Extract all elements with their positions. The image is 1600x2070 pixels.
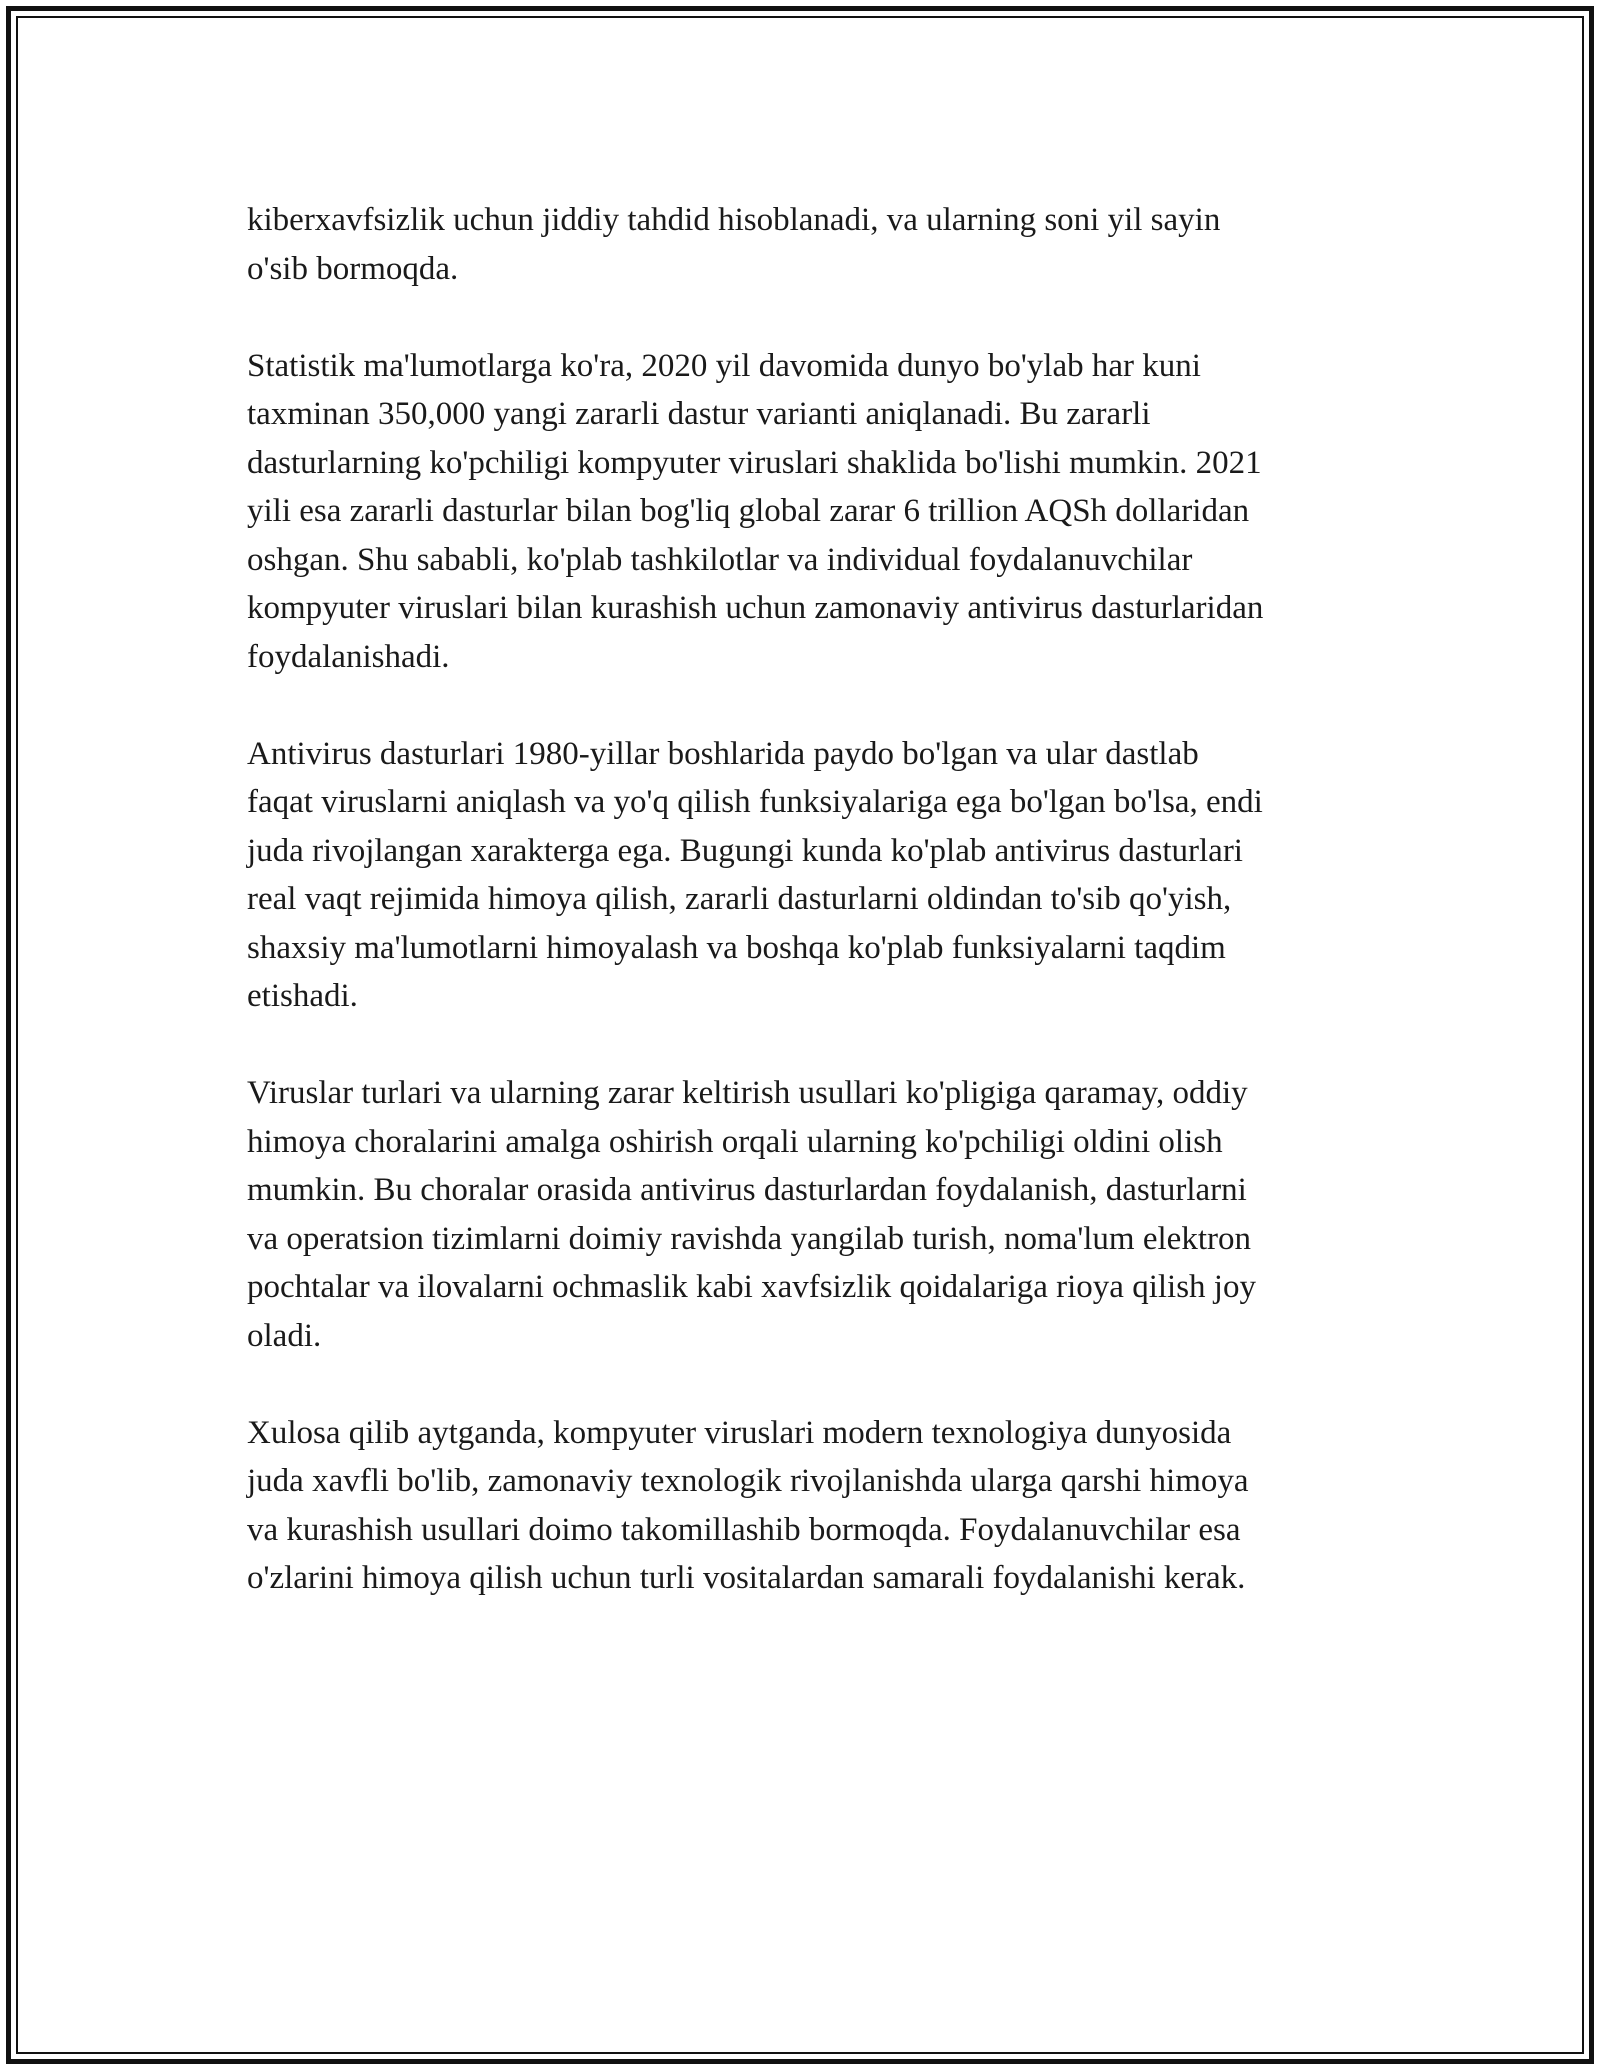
- paragraph-1: kiberxavfsizlik uchun jiddiy tahdid hisoblanadi, va ularning soni yil sayin o'sib bormoqda.: [247, 202, 1221, 287]
- paragraph-3: Antivirus dasturlari 1980-yillar boshlarida paydo bo'lgan va ular dastlab faqat viruslarni aniqlash va yo'q qilish funksiyalariga ega bo'lgan bo'lsa, endi juda rivojlangan xarakterga ega. Bugungi kunda ko'plab antivirus dasturlari real vaqt rejimida himoya qilish, zararli dasturlarni oldindan to'sib qo'yish, shaxsiy ma'lumotlarni himoyalash va boshqa ko'plab funksiyalarni taqdim etishadi.: [247, 735, 1263, 1014]
- paragraph-2: Statistik ma'lumotlarga ko'ra, 2020 yil davomida dunyo bo'ylab har kuni taxminan 350,000 yangi zararli dastur varianti aniqlanadi. Bu zararli dasturlarning ko'pchiligi kompyuter viruslari shaklida bo'lishi mumkin. 2021 yili esa zararli dasturlar bilan bog'liq global zarar 6 trillion AQSh dollaridan oshgan. Shu sababli, ko'plab tashkilotlar va individual foydalanuvchilar kompyuter viruslari bilan kurashish uchun zamonaviy antivirus dasturlaridan foydalanishadi.: [247, 347, 1264, 675]
- paragraph-4: Viruslar turlari va ularning zarar keltirish usullari ko'pligiga qaramay, oddiy himoya choralarini amalga oshirish orqali ularning ko'pchiligi oldini olish mumkin. Bu choralar orasida antivirus dasturlardan foydalanish, dasturlarni va operatsion tizimlarni doimiy ravishda yangilab turish, noma'lum elektron pochtalar va ilovalarni ochmaslik kabi xavfsizlik qoidalariga rioya qilish joy oladi.: [247, 1075, 1256, 1354]
- document-body: [247, 196, 1387, 1651]
- page-frame: [6, 6, 1594, 2064]
- paragraph-5: Xulosa qilib aytganda, kompyuter viruslari modern texnologiya dunyosida juda xavfli bo'lib, zamonaviy texnologik rivojlanishda ularga qarshi himoya va kurashish usullari doimo takomillashib bormoqda. Foydalanuvchilar esa o'zlarini himoya qilish uchun turli vositalardan samarali foydalanishi kerak.: [247, 1414, 1249, 1596]
